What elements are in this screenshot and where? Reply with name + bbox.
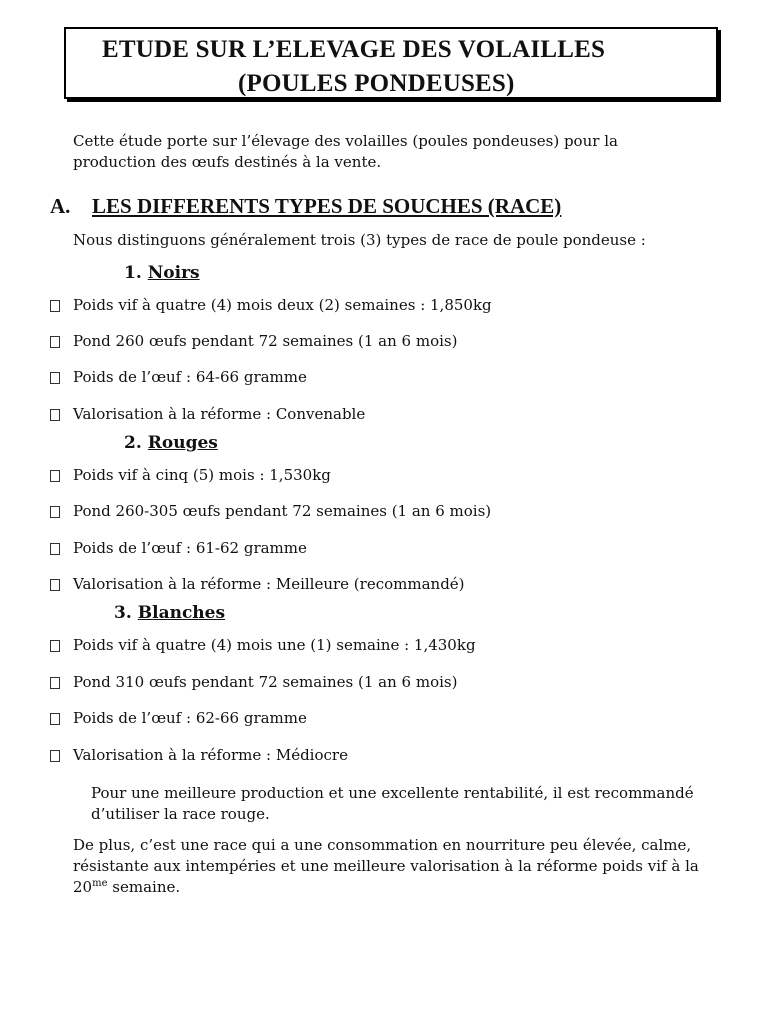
bullet-icon (50, 579, 60, 591)
subheading-label: Noirs (147, 263, 200, 283)
title-box (64, 27, 718, 99)
subheading-label: Rouges (147, 433, 218, 453)
section-lead: Nous distinguons généralement trois (3) types de race de poule pondeuse : (73, 231, 646, 249)
list-item-text: Pond 310 œufs pendant 72 semaines (1 an 6 mois) (73, 673, 458, 691)
bullet-icon (50, 409, 60, 421)
conclusion-paragraph (73, 835, 723, 898)
section-heading-a (50, 194, 561, 219)
list-item-text: Poids de l’œuf : 61-62 gramme (73, 539, 307, 557)
bullet-icon (50, 750, 60, 762)
list-item-text: Poids de l’œuf : 64-66 gramme (73, 368, 307, 386)
bullet-icon (50, 372, 60, 384)
section-letter: A. (50, 194, 71, 218)
subheading-number: 3. (114, 603, 132, 623)
list-item-text: Poids vif à quatre (4) mois deux (2) semaines : 1,850kg (73, 296, 492, 314)
week-word: semaine. (112, 878, 181, 896)
subheading-blanches (114, 603, 225, 623)
bullet-icon (50, 543, 60, 555)
bullet-icon (50, 470, 60, 482)
bullet-icon (50, 336, 60, 348)
recommendation-paragraph: Pour une meilleure production et une excellente rentabilité, il est recommandé d’utiliser la race rouge. (91, 784, 694, 823)
title-line-2: (POULES PONDEUSES) (238, 70, 515, 97)
bullet-icon (50, 677, 60, 689)
list-item-text: Poids vif à quatre (4) mois une (1) semaine : 1,430kg (73, 636, 476, 654)
bullet-icon (50, 506, 60, 518)
subheading-number: 2. (124, 433, 142, 453)
bullet-icon (50, 300, 60, 312)
bullet-icon (50, 713, 60, 725)
week-number: 20 (73, 878, 93, 896)
list-item-text: Pond 260 œufs pendant 72 semaines (1 an 6 mois) (73, 332, 458, 350)
section-title: LES DIFFERENTS TYPES DE SOUCHES (RACE) (92, 194, 562, 218)
subheading-label: Blanches (137, 603, 226, 623)
intro-paragraph: Cette étude porte sur l’élevage des volailles (poules pondeuses) pour la production des œufs destinés à la vente. (73, 132, 618, 171)
list-item-text: Poids de l’œuf : 62-66 gramme (73, 709, 307, 727)
subheading-noirs (124, 263, 200, 283)
week-suffix: me (92, 878, 108, 889)
conclusion-text: De plus, c’est une race qui a une consommation en nourriture peu élevée, calme, résistante aux intempéries et une meilleure valorisation à la réforme poids vif à la (73, 836, 699, 875)
title-line-1: ETUDE SUR L’ELEVAGE DES VOLAILLES (102, 36, 606, 63)
subheading-rouges (124, 433, 218, 453)
list-item-text: Valorisation à la réforme : Convenable (73, 405, 366, 423)
bullet-icon (50, 640, 60, 652)
subheading-number: 1. (124, 263, 142, 283)
list-item-text: Valorisation à la réforme : Médiocre (73, 746, 348, 764)
list-item-text: Poids vif à cinq (5) mois : 1,530kg (73, 466, 331, 484)
list-item-text: Pond 260-305 œufs pendant 72 semaines (1 an 6 mois) (73, 502, 492, 520)
list-item-text: Valorisation à la réforme : Meilleure (recommandé) (73, 575, 465, 593)
